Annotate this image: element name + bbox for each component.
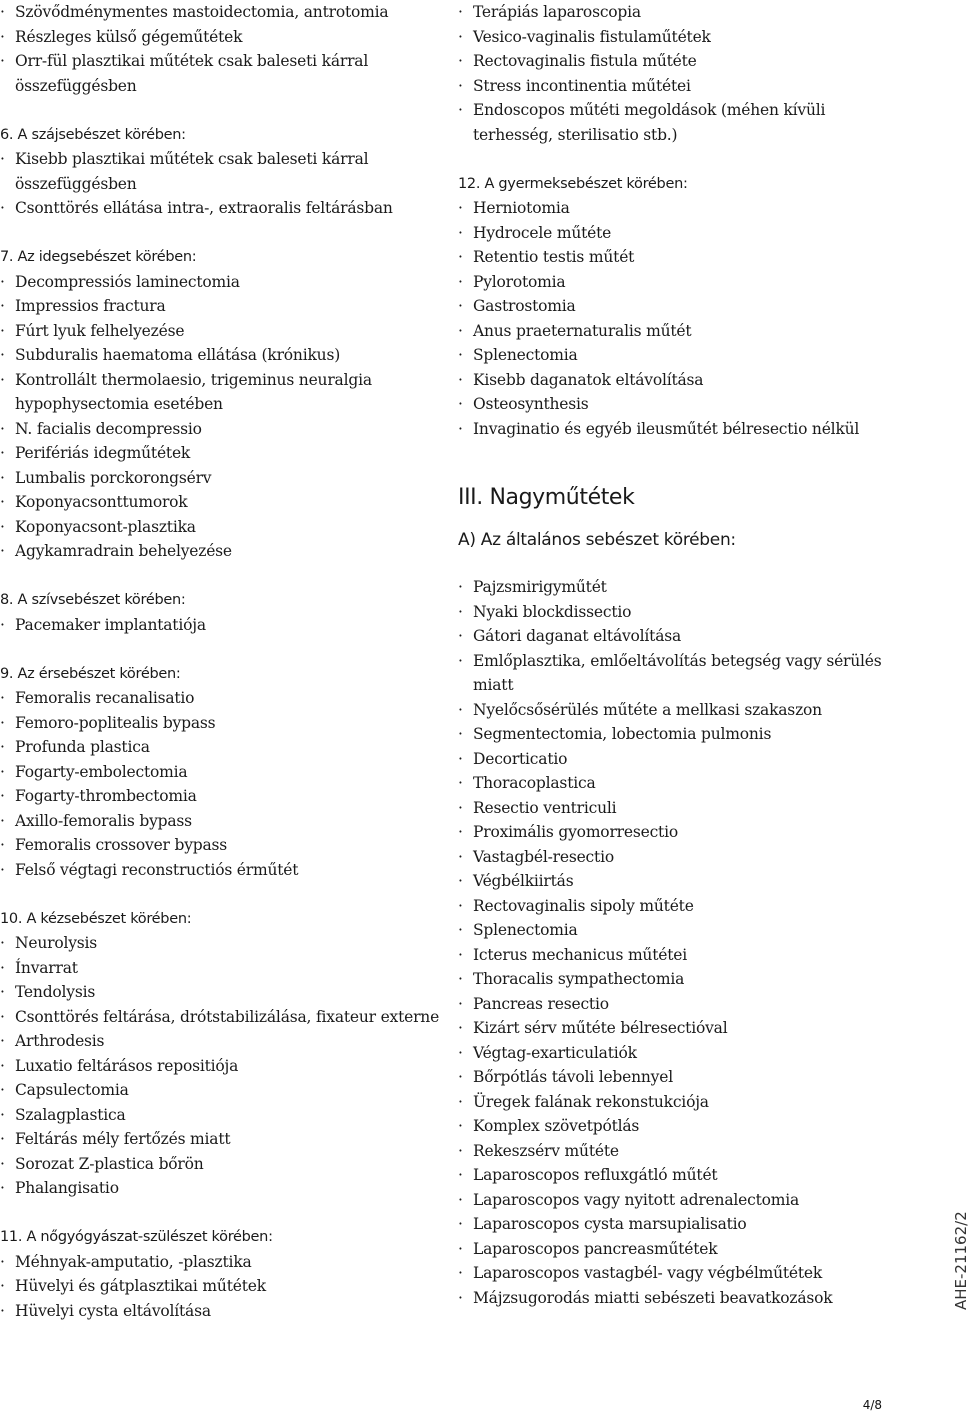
bullet-icon: · (458, 725, 463, 743)
list-item-text: Osteosynthesis (473, 395, 589, 413)
bullet-icon: · (458, 823, 463, 841)
list-item-continuation: összefüggésben (15, 174, 137, 193)
list-item (0, 270, 430, 295)
list-item-continuation: miatt (473, 676, 514, 694)
list-item-text: Femoralis crossover bypass (15, 836, 228, 854)
bullet-icon: · (0, 1252, 5, 1271)
list-item (458, 747, 898, 772)
list-item (0, 25, 430, 50)
list-item-text: Subduralis haematoma ellátása (krónikus) (15, 346, 341, 364)
list-item-text: Pylorotomia (473, 272, 566, 291)
bullet-icon: · (458, 395, 463, 413)
list-item-text: Pajzsmirigyműtét (473, 578, 607, 596)
bullet-icon: · (0, 321, 5, 340)
list-item-text: Orr-fül plasztikai műtétek csak baleseti kárral (15, 52, 369, 70)
bullet-icon: · (458, 1288, 463, 1307)
bullet-icon: · (458, 1043, 463, 1062)
bullet-icon: · (0, 860, 5, 879)
section-heading-12: 12. A gyermeksebészet körében: (458, 175, 688, 192)
list-item-text: Koponyacsont-plasztika (15, 517, 196, 536)
left-column (0, 0, 440, 1323)
list-item-text: Ínvarrat (15, 958, 78, 977)
list-item-text: Csonttörés ellátása intra-, extraoralis feltárásban (15, 199, 393, 217)
list-item (0, 343, 430, 368)
list-item (0, 1274, 430, 1299)
bullet-icon: · (0, 272, 5, 291)
bullet-icon: · (458, 272, 463, 291)
list-item (0, 1299, 430, 1324)
list-item (0, 1127, 430, 1152)
list-item-text: Anus praeternaturalis műtét (473, 321, 692, 340)
bullet-icon: · (0, 297, 5, 315)
list-item (458, 1139, 898, 1164)
bullet-icon: · (0, 444, 5, 462)
list-item-text: Invaginatio és egyéb ileusműtét bélresectio nélkül (473, 419, 860, 438)
list-item-text: Részleges külső gégeműtétek (15, 27, 243, 46)
list-item (0, 49, 430, 74)
section-heading-9: 9. Az érsebészet körében: (0, 665, 181, 682)
list-item-text: Szövődménymentes mastoidectomia, antrotomia (15, 3, 389, 21)
bullet-icon: · (0, 468, 5, 487)
list-item-text: Vastagbél-resectio (473, 847, 614, 866)
list-item (458, 319, 898, 344)
section-heading-7: 7. Az idegsebészet körében: (0, 249, 197, 265)
list-item-text: Retentio testis műtét (473, 248, 635, 266)
list-item (0, 515, 430, 540)
list-item-text: Komplex szövetpótlás (473, 1117, 640, 1135)
list-item (0, 1005, 440, 1030)
bullet-icon: · (0, 27, 5, 46)
page-number: 4/8 (862, 1398, 882, 1412)
bullet-icon: · (458, 1215, 463, 1233)
bullet-icon: · (458, 27, 463, 46)
list-item (458, 624, 898, 649)
list-item (458, 0, 898, 25)
major-list-b (458, 698, 898, 1311)
list-item (458, 74, 898, 99)
list-item-text: N. facialis decompressio (15, 419, 202, 438)
bullet-icon: · (458, 798, 463, 817)
bullet-icon: · (0, 1081, 5, 1099)
list-item-text: Kizárt sérv műtéte bélresectióval (473, 1019, 728, 1037)
list-item (458, 1188, 898, 1213)
list-item (458, 343, 898, 368)
list-item (0, 1029, 430, 1054)
list-item (0, 1152, 430, 1177)
bullet-icon: · (0, 811, 5, 830)
list-item (0, 294, 430, 319)
bullet-icon: · (458, 419, 463, 438)
list-item (458, 1212, 898, 1237)
bullet-icon: · (458, 1166, 463, 1184)
list-item (458, 392, 898, 417)
list-item (458, 943, 898, 968)
bullet-icon: · (458, 945, 463, 964)
bullet-icon: · (458, 321, 463, 340)
list-item (0, 735, 430, 760)
top-list (0, 0, 430, 74)
list-item-text: Kontrollált thermolaesio, trigeminus neuralgia (15, 370, 372, 389)
list-item (458, 918, 898, 943)
list-item-text: Fúrt lyuk felhelyezése (15, 321, 185, 340)
list-item-text: Splenectomia (473, 346, 578, 364)
list-item (0, 784, 430, 809)
list-item-text: Rekeszsérv műtéte (473, 1141, 619, 1160)
list-item (458, 967, 898, 992)
list-item (458, 245, 898, 270)
list-item (0, 760, 430, 785)
list-item (458, 1016, 898, 1041)
bullet-icon: · (458, 1092, 463, 1111)
bullet-icon: · (0, 1277, 5, 1295)
list-item-text: Üregek falának rekonstukciója (473, 1092, 709, 1111)
bullet-icon: · (0, 199, 5, 217)
list-item-text: Perifériás idegműtétek (15, 444, 191, 462)
list-item (0, 539, 430, 564)
list-item (458, 698, 898, 723)
bullet-icon: · (458, 602, 463, 621)
bullet-icon: · (458, 370, 463, 389)
list-item-text: Felső végtagi reconstructiós érműtét (15, 860, 299, 879)
section-heading-10: 10. A kézsebészet körében: (0, 910, 192, 927)
bullet-icon: · (0, 370, 5, 389)
list-item-text: Végbélkiirtás (473, 872, 574, 890)
list-item (458, 1114, 898, 1139)
section-12-list (458, 196, 898, 441)
section-heading-11: 11. A nőgyógyászat-szülészet körében: (0, 1229, 273, 1245)
bullet-icon: · (0, 1130, 5, 1148)
list-item (458, 49, 898, 74)
list-item-text: Laparoscopos vagy nyitott adrenalectomia (473, 1190, 800, 1209)
bullet-icon: · (0, 493, 5, 511)
bullet-icon: · (458, 297, 463, 315)
list-item (458, 270, 898, 295)
list-item (0, 931, 430, 956)
list-item (458, 196, 898, 221)
list-item-text: Decompressiós laminectomia (15, 272, 240, 291)
bullet-icon: · (458, 248, 463, 266)
list-item (458, 1286, 898, 1311)
major-surgery-title: III. Nagyműtétek (458, 485, 635, 510)
bullet-icon: · (0, 615, 5, 634)
list-item-text: Resectio ventriculi (473, 798, 617, 817)
bullet-icon: · (458, 3, 463, 21)
list-item (458, 894, 898, 919)
bullet-icon: · (0, 150, 5, 168)
bullet-icon: · (458, 76, 463, 95)
list-item-text: Hüvelyi cysta eltávolítása (15, 1301, 211, 1320)
bullet-icon: · (458, 872, 463, 890)
bullet-icon: · (0, 3, 5, 21)
section-8-list (0, 613, 430, 638)
list-item-text: Fogarty-embolectomia (15, 762, 188, 781)
list-item (0, 368, 430, 393)
bullet-icon: · (0, 689, 5, 707)
list-item-text: Proximális gyomorresectio (473, 823, 678, 841)
list-item-text: Arthrodesis (15, 1032, 105, 1050)
bullet-icon: · (0, 836, 5, 854)
list-item-text: Laparoscopos cysta marsupialisatio (473, 1215, 747, 1233)
list-item (458, 1237, 898, 1262)
list-item (0, 441, 430, 466)
list-item (458, 417, 898, 442)
list-item-text: Pacemaker implantatiója (15, 615, 206, 634)
list-item-text: Tendolysis (15, 983, 96, 1001)
top-list-right (458, 0, 898, 123)
list-item-text: Terápiás laparoscopia (473, 3, 641, 21)
list-item-text: Hydrocele műtéte (473, 223, 612, 242)
bullet-icon: · (458, 101, 463, 119)
list-item (0, 711, 430, 736)
list-item-text: Femoralis recanalisatio (15, 689, 195, 707)
bullet-icon: · (458, 1117, 463, 1135)
list-item (0, 1054, 430, 1079)
list-item-text: Hüvelyi és gátplasztikai műtétek (15, 1277, 266, 1295)
list-item-text: Pancreas resectio (473, 994, 609, 1013)
list-item (458, 575, 898, 600)
bullet-icon: · (458, 1190, 463, 1209)
list-item (0, 319, 430, 344)
document-code: AHE-21162/2 (952, 1211, 970, 1310)
bullet-icon: · (458, 52, 463, 70)
list-item (0, 980, 430, 1005)
bullet-icon: · (458, 1068, 463, 1086)
list-item-text: Sorozat Z-plastica bőrön (15, 1154, 204, 1173)
list-item-text: Luxatio feltárásos repositiója (15, 1056, 239, 1075)
list-item-text: Capsulectomia (15, 1081, 129, 1099)
bullet-icon: · (0, 787, 5, 805)
list-item (458, 1163, 898, 1188)
bullet-icon: · (0, 1032, 5, 1050)
section-7-list-a (0, 270, 430, 393)
list-item (458, 1041, 898, 1066)
list-item-continuation: összefüggésben (15, 76, 137, 95)
list-item-text: Laparoscopos refluxgátló műtét (473, 1166, 718, 1184)
list-item-text: Stress incontinentia műtétei (473, 76, 691, 95)
bullet-icon: · (458, 651, 463, 670)
list-item-text: Herniotomia (473, 199, 570, 217)
bullet-icon: · (458, 847, 463, 866)
list-item-text: Neurolysis (15, 934, 98, 952)
bullet-icon: · (0, 762, 5, 781)
list-item (0, 1103, 430, 1128)
list-item-text: Rectovaginalis sipoly műtéte (473, 896, 694, 915)
list-item-text: Agykamradrain behelyezése (15, 542, 232, 560)
bullet-icon: · (458, 346, 463, 364)
bullet-icon: · (0, 1154, 5, 1173)
bullet-icon: · (458, 970, 463, 988)
list-item-text: Lumbalis porckorongsérv (15, 468, 212, 487)
bullet-icon: · (458, 994, 463, 1013)
list-item (458, 992, 898, 1017)
list-item-continuation: terhesség, sterilisatio stb.) (473, 125, 678, 144)
bullet-icon: · (458, 1019, 463, 1037)
list-item-text: Kisebb plasztikai műtétek csak baleseti kárral (15, 150, 369, 168)
list-item (0, 809, 430, 834)
list-item-text: Segmentectomia, lobectomia pulmonis (473, 725, 772, 743)
list-item (458, 722, 898, 747)
list-item (458, 98, 898, 123)
list-item-text: Nyaki blockdissectio (473, 602, 632, 621)
list-item (0, 147, 430, 172)
bullet-icon: · (0, 542, 5, 560)
list-item (0, 490, 430, 515)
bullet-icon: · (458, 921, 463, 939)
list-item (458, 368, 898, 393)
bullet-icon: · (0, 1105, 5, 1124)
list-item (458, 649, 898, 674)
bullet-icon: · (0, 958, 5, 977)
list-item (458, 25, 898, 50)
list-item-text: Gátori daganat eltávolítása (473, 627, 682, 645)
bullet-icon: · (0, 346, 5, 364)
list-item (0, 613, 430, 638)
list-item-continuation: hypophysectomia esetében (15, 395, 223, 413)
bullet-icon: · (458, 749, 463, 768)
list-item (0, 1078, 430, 1103)
list-item (0, 196, 430, 221)
list-item-text: Impressios fractura (15, 297, 166, 315)
bullet-icon: · (458, 1141, 463, 1160)
list-item-text: Emlőplasztika, emlőeltávolítás betegség vagy sérülés (473, 651, 882, 670)
list-item (0, 833, 430, 858)
bullet-icon: · (0, 713, 5, 732)
bullet-icon: · (0, 419, 5, 438)
list-item-text: Femoro-poplitealis bypass (15, 713, 216, 732)
list-item (0, 956, 430, 981)
general-surgery-subtitle: A) Az általános sebészet körében: (458, 530, 736, 550)
list-item (458, 221, 898, 246)
list-item-text: Szalagplastica (15, 1105, 126, 1124)
list-item (458, 796, 898, 821)
list-item-text: Endoscopos műtéti megoldások (méhen kívüli (473, 101, 826, 119)
list-item-text: Axillo-femoralis bypass (15, 811, 192, 830)
list-item (458, 845, 898, 870)
bullet-icon: · (458, 774, 463, 792)
list-item (0, 1176, 430, 1201)
list-item (458, 820, 898, 845)
list-item (458, 1090, 898, 1115)
bullet-icon: · (0, 738, 5, 756)
list-item-text: Csonttörés feltárása, drótstabilizálása, fixateur externe (15, 1007, 440, 1026)
list-item-text: Icterus mechanicus műtétei (473, 945, 687, 964)
list-item-text: Nyelőcsősérülés műtéte a mellkasi szakaszon (473, 700, 822, 719)
list-item (458, 600, 898, 625)
list-item-text: Vesico-vaginalis fistulaműtétek (473, 27, 711, 46)
list-item-text: Thoracoplastica (473, 774, 596, 792)
bullet-icon: · (458, 578, 463, 596)
list-item-text: Thoracalis sympathectomia (473, 970, 685, 988)
list-item (0, 0, 430, 25)
section-7-list-b (0, 417, 430, 564)
list-item (0, 1250, 430, 1275)
list-item (0, 466, 430, 491)
bullet-icon: · (0, 1179, 5, 1197)
section-10-list (0, 931, 440, 1201)
bullet-icon: · (0, 1056, 5, 1075)
right-column (458, 0, 898, 1310)
list-item-text: Fogarty-thrombectomia (15, 787, 197, 805)
bullet-icon: · (0, 517, 5, 536)
list-item (0, 858, 430, 883)
bullet-icon: · (458, 896, 463, 915)
list-item-text: Végtag-exarticulatiók (473, 1043, 637, 1062)
bullet-icon: · (458, 199, 463, 217)
bullet-icon: · (458, 1264, 463, 1282)
list-item (458, 294, 898, 319)
major-list-a (458, 575, 898, 673)
list-item (0, 417, 430, 442)
bullet-icon: · (0, 52, 5, 70)
list-item (458, 1261, 898, 1286)
bullet-icon: · (458, 1239, 463, 1258)
list-item-text: Profunda plastica (15, 738, 150, 756)
list-item (458, 869, 898, 894)
list-item-text: Koponyacsonttumorok (15, 493, 188, 511)
bullet-icon: · (0, 983, 5, 1001)
bullet-icon: · (0, 1301, 5, 1320)
list-item-text: Gastrostomia (473, 297, 576, 315)
list-item-text: Decorticatio (473, 749, 568, 768)
list-item (458, 1065, 898, 1090)
list-item-text: Laparoscopos vastagbél- vagy végbélműtétek (473, 1264, 823, 1282)
bullet-icon: · (458, 223, 463, 242)
list-item-text: Bőrpótlás távoli lebennyel (473, 1068, 673, 1086)
section-9-list (0, 686, 430, 882)
list-item-text: Méhnyak-amputatio, -plasztika (15, 1252, 252, 1271)
bullet-icon: · (0, 934, 5, 952)
list-item-text: Májzsugorodás miatti sebészeti beavatkozások (473, 1288, 833, 1307)
section-heading-6: 6. A szájsebészet körében: (0, 126, 186, 143)
bullet-icon: · (458, 627, 463, 645)
list-item-text: Phalangisatio (15, 1179, 119, 1197)
list-item (0, 686, 430, 711)
section-heading-8: 8. A szívsebészet körében: (0, 592, 186, 608)
bullet-icon: · (458, 700, 463, 719)
list-item-text: Laparoscopos pancreasműtétek (473, 1239, 718, 1258)
list-item-text: Rectovaginalis fistula műtéte (473, 52, 697, 70)
list-item-text: Feltárás mély fertőzés miatt (15, 1130, 231, 1148)
list-item-text: Kisebb daganatok eltávolítása (473, 370, 704, 389)
section-11-list (0, 1250, 430, 1324)
list-item-text: Splenectomia (473, 921, 578, 939)
list-item (458, 771, 898, 796)
bullet-icon: · (0, 1007, 5, 1026)
